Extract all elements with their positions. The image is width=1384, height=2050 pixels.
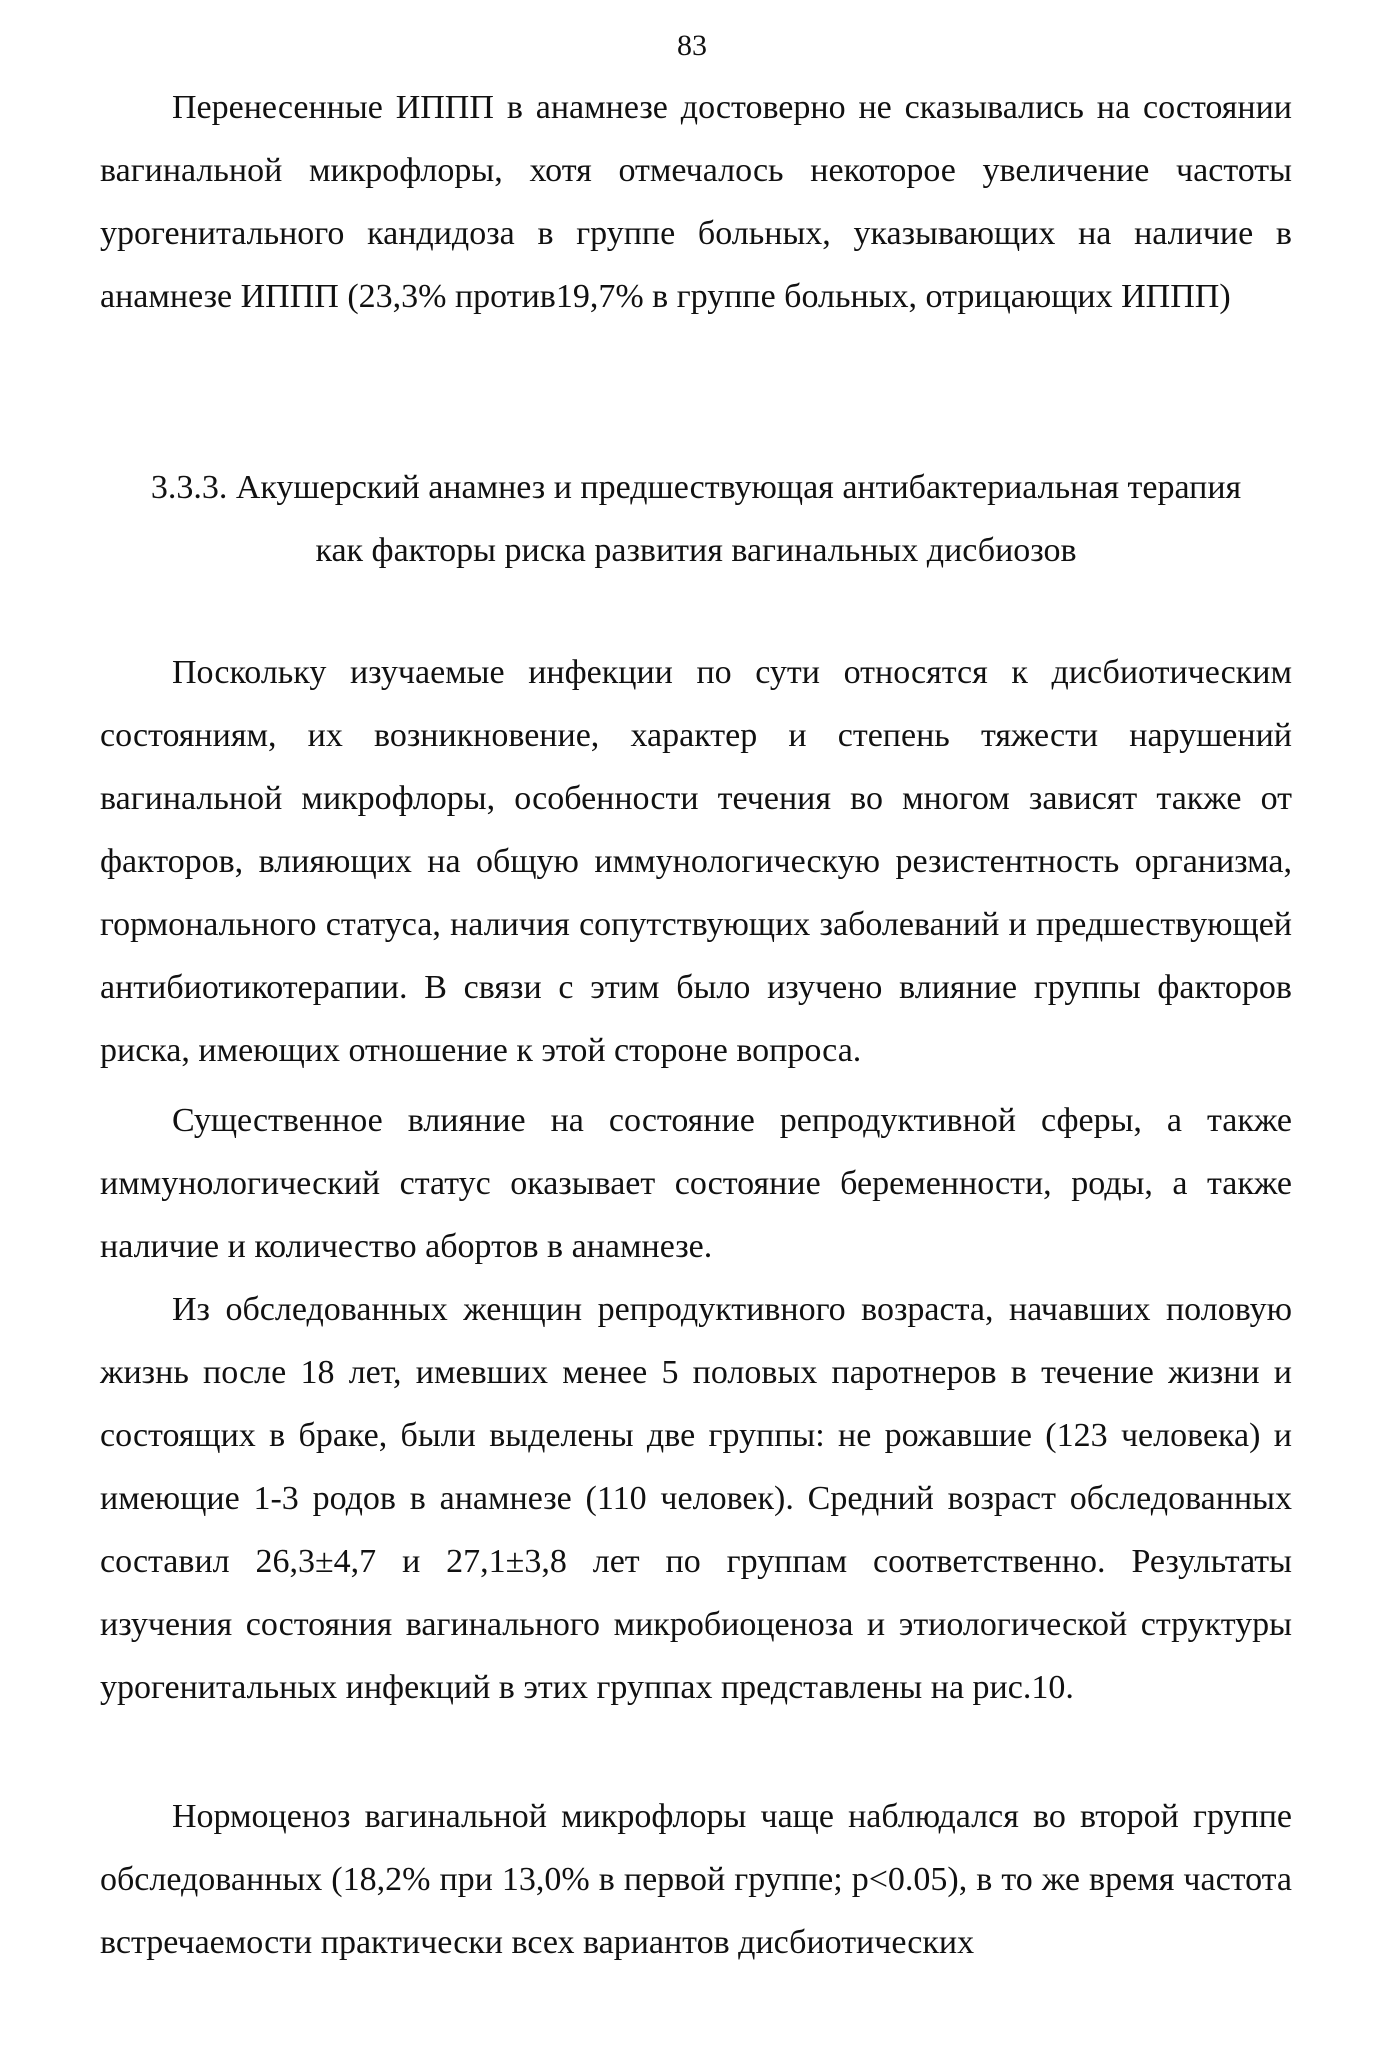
paragraph-dysbiotic-states: Поскольку изучаемые инфекции по сути относятся к дисбиотическим состояниям, их возникновение, характер и степень тяжести нарушений вагинальной микрофлоры, особенности течения во многом зависят также от факторов, влияющих на общую иммунологическую резистентность организма, гормонального статуса, наличия сопутствующих заболеваний и предшествующей антибиотикотерапии. В связи с этим было изучено влияние группы факторов риска, имеющих отношение к этой стороне вопроса. xyxy=(100,654,1292,1069)
paragraph-reproductive-influence: Существенное влияние на состояние репродуктивной сферы, а также иммунологический статус оказывает состояние беременности, роды, а также наличие и количество абортов в анамнезе. xyxy=(100,1102,1292,1265)
section-heading-line-1: 3.3.3. Акушерский анамнез и предшествующая антибактериальная терапия xyxy=(150,469,1242,506)
section-heading-line-2: как факторы риска развития вагинальных дисбиозов xyxy=(315,532,1077,569)
paragraph-normocenosis: Нормоценоз вагинальной микрофлоры чаще наблюдался во второй группе обследованных (18,2% при 13,0% в первой группе; p<0.05), в то же время частота встречаемости практически всех вариантов дисбиотических xyxy=(100,1798,1292,1961)
paragraph-ippp-history: Перенесенные ИППП в анамнезе достоверно не сказывались на состоянии вагинальной микрофлоры, хотя отмечалось некоторое увеличение частоты урогенитального кандидоза в группе больных, указывающих на наличие в анамнезе ИППП (23,3% против19,7% в группе больных, отрицающих ИППП) xyxy=(100,89,1292,315)
page-number: 83 xyxy=(677,29,707,62)
section-heading xyxy=(100,456,1292,582)
paragraph-study-groups: Из обследованных женщин репродуктивного возраста, начавших половую жизнь после 18 лет, имевших менее 5 половых паротнеров в течение жизни и состоящих в браке, были выделены две группы: не рожавшие (123 человека) и имеющие 1-3 родов в анамнезе (110 человек). Средний возраст обследованных составил 26,3±4,7 и 27,1±3,8 лет по группам соответственно. Результаты изучения состояния вагинального микробиоценоза и этиологической структуры урогенитальных инфекций в этих группах представлены на рис.10. xyxy=(100,1291,1292,1706)
